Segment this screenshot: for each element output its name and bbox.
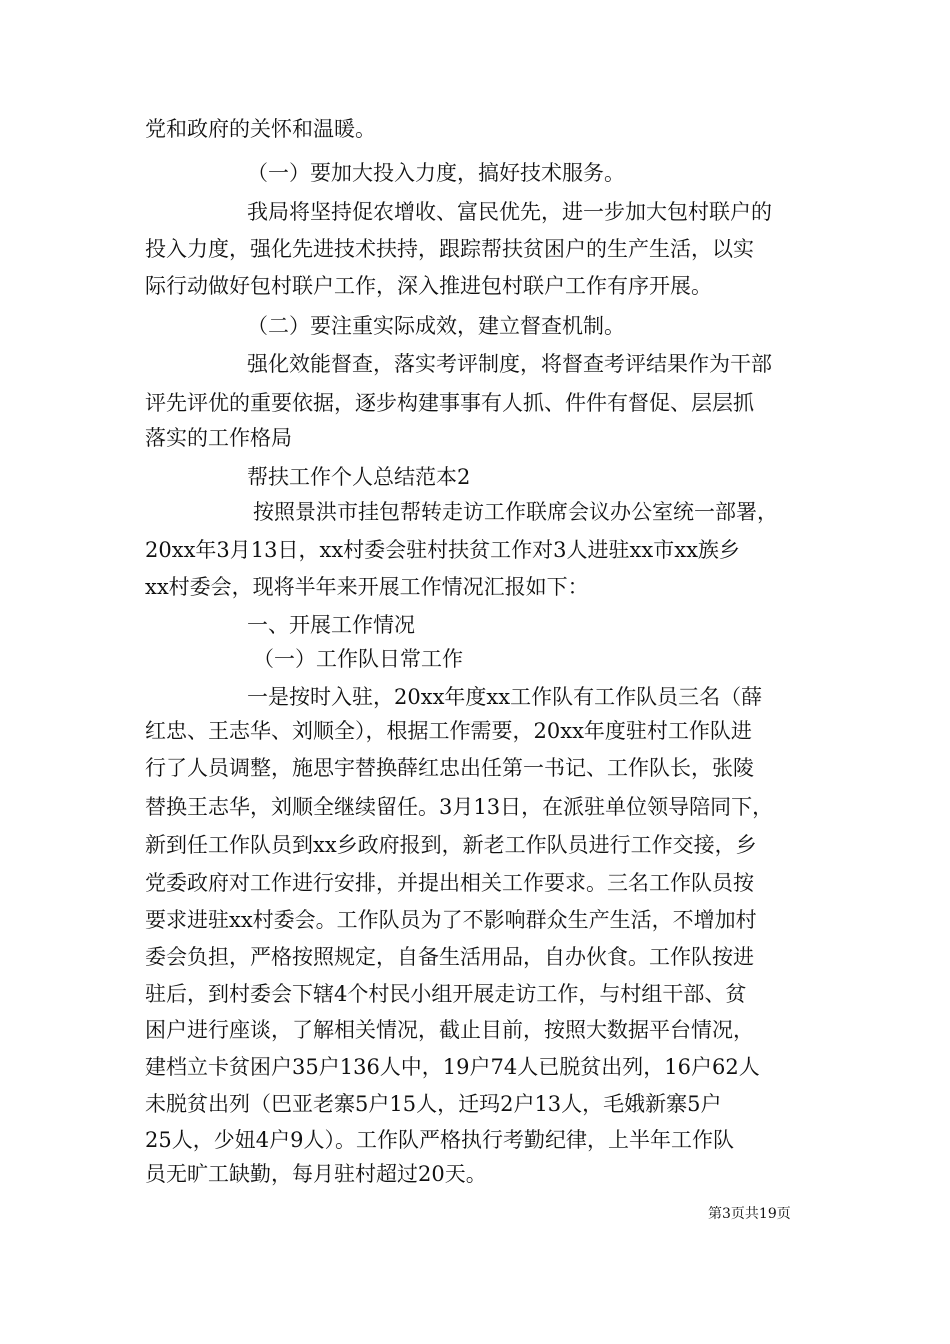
body-line: 行了人员调整，施思宇替换薛红忠出任第一书记、工作队长，张陵 — [145, 756, 754, 780]
body-line: 党和政府的关怀和温暖。 — [145, 117, 376, 141]
section-heading: （二）要注重实际成效，建立督查机制。 — [247, 314, 625, 338]
body-line: 我局将坚持促农增收、富民优先，进一步加大包村联户的 — [247, 200, 772, 224]
body-line: 投入力度，强化先进技术扶持，跟踪帮扶贫困户的生产生活，以实 — [145, 237, 754, 261]
body-line: 替换王志华，刘顺全继续留任。3月13日，在派驻单位领导陪同下， — [145, 795, 774, 819]
body-line: 按照景洪市挂包帮转走访工作联席会议办公室统一部署， — [253, 500, 778, 524]
body-line: xx村委会，现将半年来开展工作情况汇报如下： — [145, 575, 589, 599]
body-line: 困户进行座谈，了解相关情况，截止目前，按照大数据平台情况， — [145, 1018, 754, 1042]
body-line: 要求进驻xx村委会。工作队员为了不影响群众生产生活，不增加村 — [145, 908, 757, 932]
page-number-footer: 第3页共19页 — [708, 1206, 791, 1222]
body-line: 强化效能督查，落实考评制度，将督查考评结果作为干部 — [247, 352, 772, 376]
section-heading: （一）要加大投入力度，搞好技术服务。 — [247, 161, 625, 185]
body-line: 落实的工作格局 — [145, 426, 292, 450]
body-line: 25人，少妞4户9人）。工作队严格执行考勤纪律，上半年工作队 — [145, 1128, 734, 1152]
document-title: 帮扶工作个人总结范本2 — [247, 465, 471, 489]
section-heading: （一）工作队日常工作 — [253, 647, 463, 671]
body-line: 党委政府对工作进行安排，并提出相关工作要求。三名工作队员按 — [145, 871, 754, 895]
body-line: 评先评优的重要依据，逐步构建事事有人抓、件件有督促、层层抓 — [145, 391, 754, 415]
body-line: 20xx年3月13日，xx村委会驻村扶贫工作对3人进驻xx市xx族乡 — [145, 538, 740, 562]
body-line: 建档立卡贫困户35户136人中，19户74人已脱贫出列，16户62人 — [145, 1055, 760, 1079]
body-line: 际行动做好包村联户工作，深入推进包村联户工作有序开展。 — [145, 274, 712, 298]
section-heading: 一、开展工作情况 — [247, 613, 415, 637]
body-line: 员无旷工缺勤，每月驻村超过20天。 — [145, 1162, 487, 1186]
body-line: 一是按时入驻，20xx年度xx工作队有工作队员三名（薛 — [247, 685, 763, 709]
body-line: 红忠、王志华、刘顺全），根据工作需要，20xx年度驻村工作队进 — [145, 719, 752, 743]
body-line: 未脱贫出列（巴亚老寨5户15人，迁玛2户13人，毛娥新寨5户 — [145, 1092, 722, 1116]
body-line: 新到任工作队员到xx乡政府报到，新老工作队员进行工作交接，乡 — [145, 833, 757, 857]
body-line: 驻后，到村委会下辖4个村民小组开展走访工作，与村组干部、贫 — [145, 982, 747, 1006]
body-line: 委会负担，严格按照规定，自备生活用品，自办伙食。工作队按进 — [145, 945, 754, 969]
